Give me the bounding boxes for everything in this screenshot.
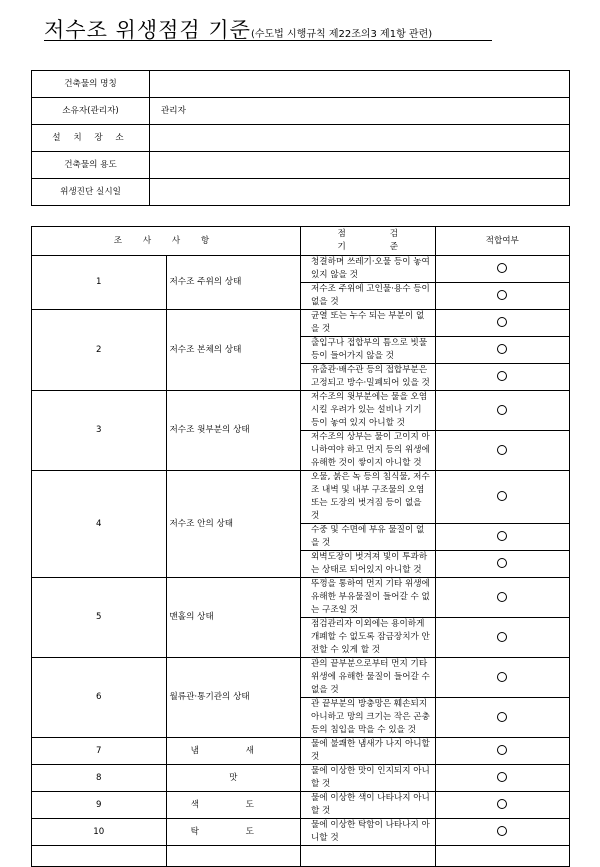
item-number: 6 (32, 658, 167, 738)
circle-icon (497, 672, 507, 682)
circle-icon (497, 712, 507, 722)
item-number: 9 (32, 792, 167, 819)
circle-icon (497, 772, 507, 782)
header-criteria-char: 점 (337, 229, 346, 239)
info-label: 위생진단 실시일 (32, 179, 150, 206)
criteria-row (32, 792, 570, 819)
circle-icon (497, 344, 507, 354)
criterion-text: 유출관·배수관 등의 접합부분은 고정되고 방수·밀폐되어 있을 것 (301, 364, 436, 391)
criterion-text: 물에 불쾌한 냄새가 나지 아니할 것 (301, 738, 436, 765)
circle-icon (497, 445, 507, 455)
info-row (32, 152, 570, 179)
circle-icon (497, 317, 507, 327)
criteria-row (32, 391, 570, 431)
survey-item-title: 냄 새 (166, 738, 301, 765)
info-label: 건축물의 명칭 (32, 71, 150, 98)
criteria-row (32, 471, 570, 524)
header-criteria-char: 기 (337, 242, 346, 252)
survey-item-title: 색 도 (166, 792, 301, 819)
circle-icon (497, 531, 507, 541)
criterion-text: 물에 이상한 색이 나타나지 아니할 것 (301, 792, 436, 819)
empty-cell (301, 846, 436, 867)
fit-checkbox[interactable] (435, 819, 570, 846)
fit-checkbox[interactable] (435, 658, 570, 698)
header-survey-item: 조 사 사 항 (32, 227, 301, 256)
empty-row (32, 846, 570, 867)
empty-cell (435, 846, 570, 867)
empty-cell (32, 846, 167, 867)
info-row (32, 125, 570, 152)
fit-checkbox[interactable] (435, 337, 570, 364)
circle-icon (497, 491, 507, 501)
survey-item-title: 저수조 안의 상태 (166, 471, 301, 578)
circle-icon (497, 632, 507, 642)
item-number: 4 (32, 471, 167, 578)
item-number: 3 (32, 391, 167, 471)
fit-checkbox[interactable] (435, 792, 570, 819)
criteria-row (32, 765, 570, 792)
survey-item-title: 저수조 주위의 상태 (166, 256, 301, 310)
survey-item-title: 저수조 윗부분의 상태 (166, 391, 301, 471)
header-fit: 적합여부 (435, 227, 570, 256)
criterion-text: 물에 이상한 탁함이 나타나지 아니할 것 (301, 819, 436, 846)
building-info-table (31, 70, 570, 206)
criterion-text: 물에 이상한 맛이 인지되지 아니할 것 (301, 765, 436, 792)
fit-checkbox[interactable] (435, 431, 570, 471)
fit-checkbox[interactable] (435, 391, 570, 431)
item-number: 8 (32, 765, 167, 792)
inspection-criteria-table (31, 226, 570, 867)
header-criteria-char: 준 (389, 242, 399, 252)
criterion-text: 오물, 붉은 녹 등의 침식물, 저수조 내벽 및 내부 구조물의 오염 또는 도장의 벗겨짐 등이 없을 것 (301, 471, 436, 524)
criterion-text: 관 끝부분의 방충망은 훼손되지 아니하고 망의 크기는 작은 곤충 등의 침입을 막을 수 있을 것 (301, 698, 436, 738)
criteria-row (32, 256, 570, 283)
fit-checkbox[interactable] (435, 618, 570, 658)
circle-icon (497, 592, 507, 602)
criterion-text: 뚜껑을 통하여 먼지 기타 위생에 유해한 부유물질이 들어갈 수 없는 구조일 것 (301, 578, 436, 618)
circle-icon (497, 558, 507, 568)
info-value-field[interactable] (150, 152, 570, 179)
info-label: 설 치 장 소 (32, 125, 150, 152)
fit-checkbox[interactable] (435, 765, 570, 792)
survey-item-title: 월류관·통기관의 상태 (166, 658, 301, 738)
criterion-text: 외벽도장이 벗겨져 빛이 투과하는 상태로 되어있지 아니할 것 (301, 551, 436, 578)
survey-item-title: 탁 도 (166, 819, 301, 846)
criterion-text: 저수조 주위에 고인물·용수 등이 없을 것 (301, 283, 436, 310)
title-main: 저수조 위생점검 기준 (44, 18, 251, 42)
criterion-text: 청결하며 쓰레기·오물 등이 놓여 있지 않을 것 (301, 256, 436, 283)
fit-checkbox[interactable] (435, 283, 570, 310)
info-value-field[interactable] (150, 125, 570, 152)
fit-checkbox[interactable] (435, 256, 570, 283)
info-row (32, 179, 570, 206)
criterion-text: 저수조의 윗부분에는 물을 오염시킬 우려가 있는 설비나 기기 등이 놓여 있지 아니할 것 (301, 391, 436, 431)
fit-checkbox[interactable] (435, 364, 570, 391)
survey-item-title: 맛 (166, 765, 301, 792)
info-label: 건축물의 용도 (32, 152, 150, 179)
item-number: 2 (32, 310, 167, 391)
fit-checkbox[interactable] (435, 524, 570, 551)
criterion-text: 출입구나 접합부의 틈으로 빗물 등이 들어가지 않을 것 (301, 337, 436, 364)
info-row (32, 71, 570, 98)
criteria-row (32, 310, 570, 337)
title-subtitle: (수도법 시행규칙 제22조의3 제1항 관련) (250, 29, 433, 40)
fit-checkbox[interactable] (435, 738, 570, 765)
info-value-field[interactable]: 관리자 (150, 98, 570, 125)
item-number: 10 (32, 819, 167, 846)
info-value-field[interactable] (150, 179, 570, 206)
survey-item-title: 맨홀의 상태 (166, 578, 301, 658)
fit-checkbox[interactable] (435, 551, 570, 578)
circle-icon (497, 290, 507, 300)
survey-item-title: 저수조 본체의 상태 (166, 310, 301, 391)
circle-icon (497, 745, 507, 755)
empty-cell (166, 846, 301, 867)
info-row (32, 98, 570, 125)
item-number: 5 (32, 578, 167, 658)
item-number: 1 (32, 256, 167, 310)
criteria-row (32, 738, 570, 765)
item-number: 7 (32, 738, 167, 765)
fit-checkbox[interactable] (435, 578, 570, 618)
fit-checkbox[interactable] (435, 471, 570, 524)
fit-checkbox[interactable] (435, 698, 570, 738)
circle-icon (497, 799, 507, 809)
criterion-text: 점검관리자 이외에는 용이하게 개폐할 수 없도록 잠금장치가 안전할 수 있게 할 것 (301, 618, 436, 658)
criterion-text: 수중 및 수면에 부유 물질이 없을 것 (301, 524, 436, 551)
criteria-row (32, 819, 570, 846)
criterion-text: 관의 끝부분으로부터 먼지 기타 위생에 유해한 물질이 들어갈 수 없을 것 (301, 658, 436, 698)
circle-icon (497, 263, 507, 273)
circle-icon (497, 371, 507, 381)
title-underline (44, 40, 492, 41)
circle-icon (497, 405, 507, 415)
header-criteria (301, 227, 436, 256)
fit-checkbox[interactable] (435, 310, 570, 337)
header-criteria-char: 검 (389, 229, 399, 239)
table-header-row (32, 227, 570, 256)
criteria-row (32, 658, 570, 698)
info-label: 소유자(관리자) (32, 98, 150, 125)
criteria-row (32, 578, 570, 618)
criterion-text: 균열 또는 누수 되는 부분이 없을 것 (301, 310, 436, 337)
circle-icon (497, 826, 507, 836)
criterion-text: 저수조의 상부는 물이 고이지 아니하여야 하고 먼지 등의 위생에 유해한 것이 쌓이지 아니할 것 (301, 431, 436, 471)
info-value-field[interactable] (150, 71, 570, 98)
